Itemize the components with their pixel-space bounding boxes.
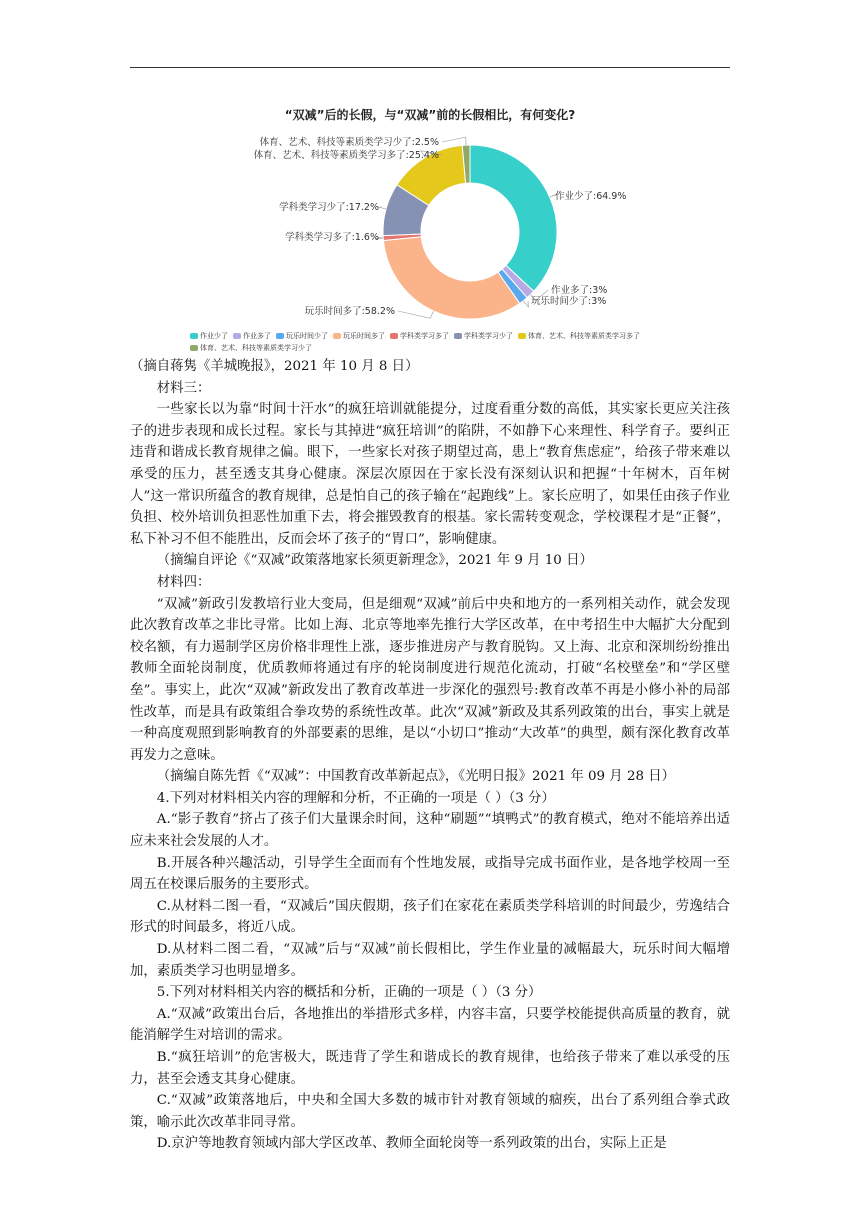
legend-swatch [390,333,398,339]
legend-swatch [190,333,198,339]
paragraph: D.京沪等地教育领域内部大学区改革、教师全面轮岗等一系列政策的出台，实际上正是 [156,1136,667,1152]
paragraph: A.“双减”政策出台后，各地推出的举措形式多样，内容丰富，只要学校能提供高质量的教育，就能消解学生对培训的需求。 [130,1006,730,1044]
paragraph: （摘编自评论《“双减”政策落地家长须更新理念》，2021 年 9 月 10 日） [156,553,593,569]
legend-label: 体育、艺术、科技等素质类学习多了 [528,332,640,340]
legend-label: 玩乐时间多了 [343,332,385,340]
legend-swatch [190,345,198,351]
paragraph: （摘自蒋隽《羊城晚报》，2021 年 10 月 8 日） [130,359,419,374]
slice-label: 作业多了:3% [551,285,608,296]
chart-title: “双减”后的长假，与“双减”前的长假相比，有何变化? [284,108,576,122]
slice-label: 学科类学习少了:17.2% [279,202,379,213]
paragraph: 材料三： [156,380,211,396]
slice-label: 学科类学习多了:1.6% [285,232,379,243]
slice-label: 玩乐时间少了:3% [531,296,607,307]
legend-swatch [276,333,284,339]
paragraph: C.从材料二图一看，“双减后”国庆假期，孩子们在家花在素质类学科培训的时间最少，劳逸结合形式的时间最多，将近八成。 [130,898,730,936]
legend-swatch [333,333,341,339]
paragraph: 材料四： [156,574,211,590]
paragraph: 5.下列对材料相关内容的概括和分析，正确的一项是（ ）（3 分） [156,985,542,1001]
legend-swatch [518,333,526,339]
paragraph: B.“疯狂培训”的危害极大，既违背了学生和谐成长的教育规律，也给孩子带来了难以承受的压力，甚至会透支其身心健康。 [130,1050,730,1087]
legend-item [518,330,640,342]
legend-item [190,330,228,342]
leader-line [523,301,528,307]
paragraph: D.从材料二图二看，“双减”后与“双减”前长假相比，学生作业量的减幅最大，玩乐时间大幅增加，素质类学习也明显增多。 [130,942,730,979]
legend-item [390,330,449,342]
pie-slice [470,145,557,291]
legend-label: 玩乐时间少了 [286,332,328,340]
paragraph: 4.下列对材料相关内容的理解和分析，不正确的一项是（ ）（3 分） [156,790,555,806]
legend-swatch [454,333,462,339]
legend-item [454,330,513,342]
header-rule [130,67,730,68]
legend-label: 作业少了 [200,332,228,340]
paragraph: B.开展各种兴趣活动，引导学生全面而有个性地发展，或指导完成书面作业，是各地学校周一至周五在校课后服务的主要形式。 [130,855,730,893]
legend-label: 学科类学习多了 [400,332,449,340]
slice-label: 体育、艺术、科技等素质类学习多了:25.4% [253,150,439,161]
legend-item [233,330,271,342]
slice-label: 作业少了:64.9% [555,191,627,202]
paragraph: 一些家长以为靠“时间十汗水”的疯狂培训就能提分，过度看重分数的高低，其实家长更应关注孩子的进步表现和成长过程。家长与其掉进“疯狂培训”的陷阱，不如静下心来理性、科学育子。要纠正违背和谐成长教育规律之偏。眼下，一些家长对孩子期望过高，患上“教育焦虑症”，给孩子带来难以承受的压力，甚至透支其身心健康。深层次原因在于家长没有深刻认识和把握“十年树木，百年树人”这一常识所蕴含的教育规律，总是怕自己的孩子输在“起跑线”上。家长应明了，如果任由孩子作业负担、校外培训负担恶性加重下去，将会摧毁教育的根基。家长需转变观念，学校课程才是“正餐”，私下补习不但不能胜出，反而会坏了孩子的“胃口”，影响健康。 [130,402,730,547]
slice-label: 玩乐时间多了:58.2% [304,306,395,317]
legend-swatch [233,333,241,339]
paragraph: “双减”新政引发教培行业大变局，但是细观“双减”前后中央和地方的一系列相关动作，就会发现此次教育改革之非比寻常。比如上海、北京等地率先推行大学区改革，在中考招生中大幅扩大分配到校名额，有力遏制学区房价格非理性上涨，逐步推进房产与教育脱钩。又上海、北京和深圳纷纷推出教师全面轮岗制度，优质教师将通过有序的轮岗制度进行规范化流动，打破“名校壁垒”和“学区壁垒”。事实上，此次“双减”新政发出了教育改革进一步深化的强烈号:教育改革不再是小修小补的局部性改革，而是具有政策组合拳攻势的系统性改革。此次“双减”新政及其系列政策的出台，事实上就是一种高度观照到影响教育的外部要素的思维，是以“小切口”推动“大改革”的典型，颇有深化教育改革再发力之意味。 [130,596,730,763]
legend-label: 作业多了 [243,332,271,340]
pie-chart [150,100,710,360]
leader-line [442,137,466,145]
paragraph: （摘编自陈先哲《“双减”：中国教育改革新起点》，《光明日报》2021 年 09 月 28 日） [156,769,676,785]
article-body [130,356,730,1155]
pie-chart-svg [150,100,710,330]
pie-slice [383,237,519,319]
slice-label: 体育、艺术、科技等素质类学习少了:2.5% [259,137,439,148]
paragraph: C.“双减”政策落地后，中央和全国大多数的城市针对教育领域的痼疾，出台了系列组合拳式政策，喻示此次改革非同寻常。 [130,1093,730,1130]
legend-item [276,330,328,342]
leader-line [378,207,386,209]
leader-line [398,311,434,318]
legend-label: 体育、艺术、科技等素质类学习少了 [200,344,312,352]
chart-legend [190,330,690,354]
legend-label: 学科类学习少了 [464,332,513,340]
legend-item [190,342,312,354]
legend-item [333,330,385,342]
paragraph: A.“影子教育”挤占了孩子们大量课余时间，这种“刷题”“填鸭式”的教育模式，绝对不能培养出适应未来社会发展的人才。 [130,812,730,850]
